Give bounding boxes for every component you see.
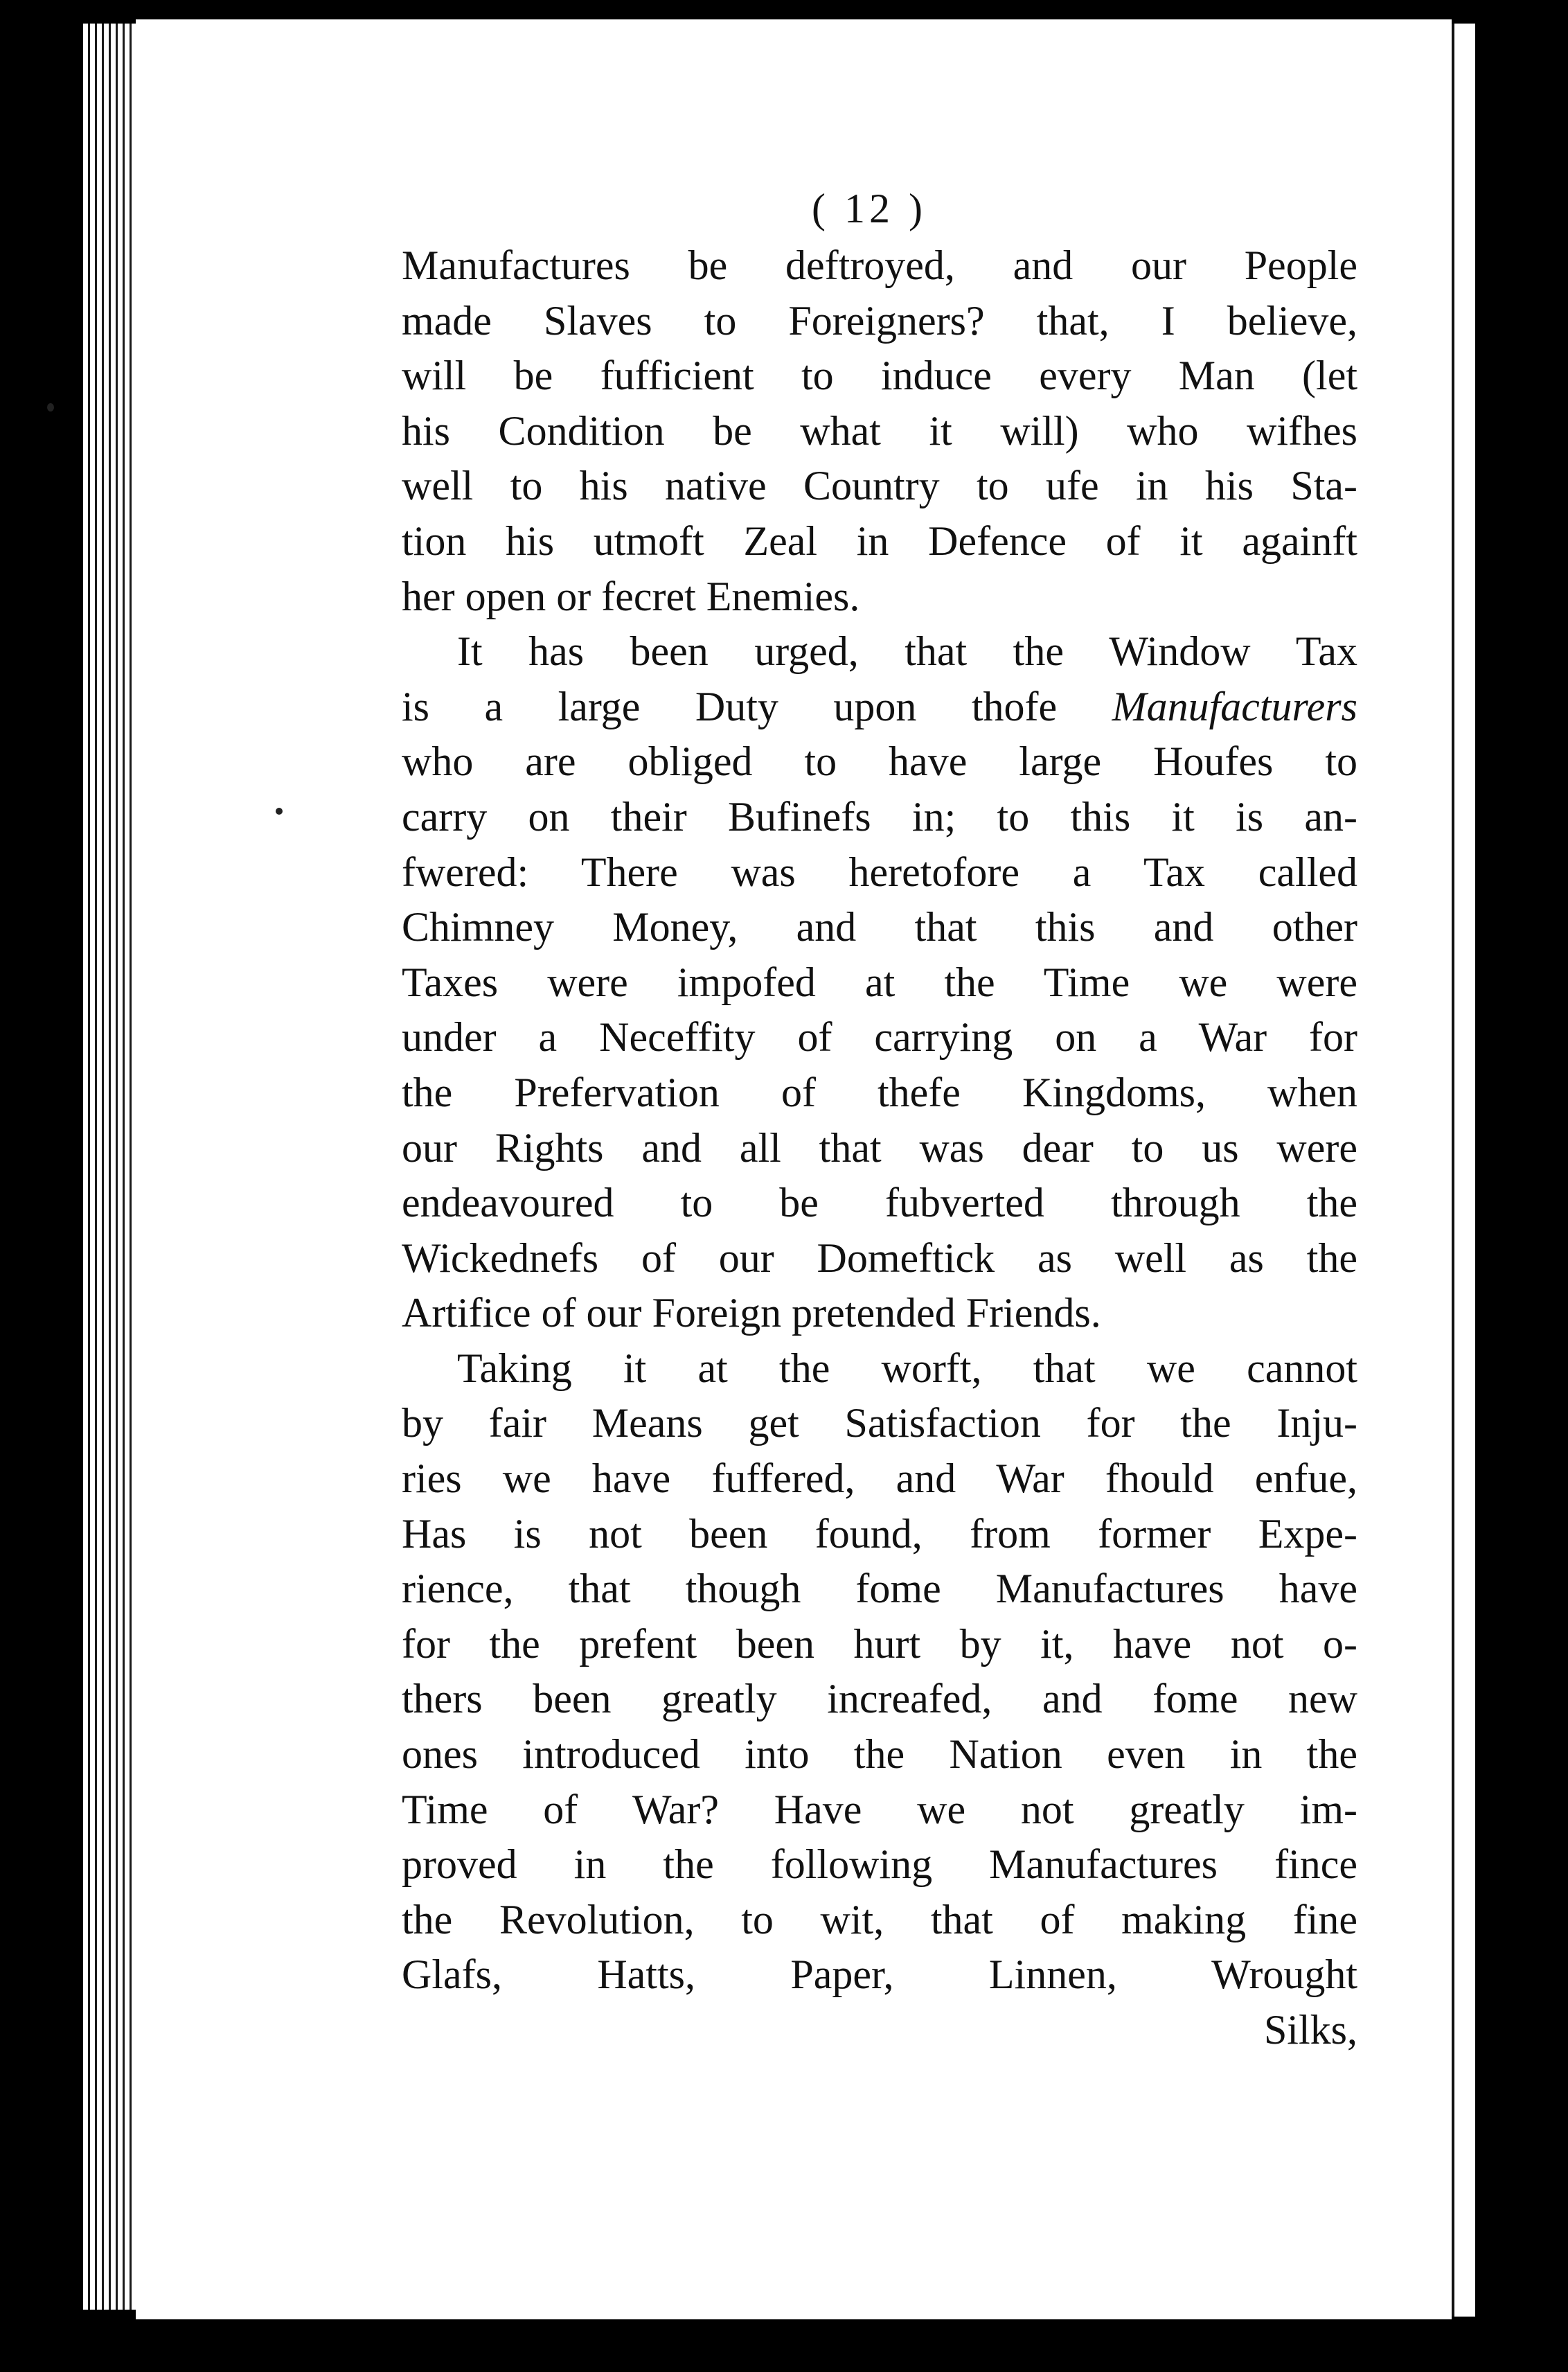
italic-word: Manufacturers	[1112, 683, 1357, 729]
page-text	[402, 182, 1357, 2058]
text-line: It has been urged, that the Window Tax	[457, 628, 1357, 675]
text-line: who are obliged to have large Houfes to	[402, 738, 1357, 785]
ink-speck	[47, 403, 54, 411]
text-line: Has is not been found, from former Expe-	[402, 1510, 1357, 1557]
text-line: fwered: There was heretofore a Tax called	[402, 849, 1357, 895]
paragraph-1	[402, 238, 1357, 624]
text-line: well to his native Country to ufe in his Sta-	[402, 463, 1357, 509]
paragraph-3	[402, 1341, 1357, 2003]
scan-border-right	[1475, 0, 1568, 2372]
page-number: ( 12 )	[812, 186, 927, 231]
text-line: Time of War? Have we not greatly im-	[402, 1786, 1357, 1832]
text-line: the Prefervation of thefe Kingdoms, when	[402, 1069, 1357, 1115]
text-line: the Revolution, to wit, that of making fine	[402, 1896, 1357, 1942]
text-line: Taking it at the worft, that we cannot	[457, 1345, 1357, 1391]
text-line: her open or fecret Enemies.	[402, 573, 860, 619]
text-line: carry on their Bufinefs in; to this it is an-	[402, 793, 1357, 840]
text-line: for the prefent been hurt by it, have not o-	[402, 1620, 1357, 1667]
text-line: by fair Means get Satisfaction for the Inju-	[402, 1400, 1357, 1446]
text-line: Manufactures be deftroyed, and our People	[402, 242, 1357, 288]
text-line: his Condition be what it will) who wifhes	[402, 407, 1357, 454]
catchword: Silks,	[1263, 2007, 1357, 2053]
ink-speck	[276, 808, 283, 815]
facing-page-edge	[1452, 24, 1478, 2317]
text-line: thers been greatly increafed, and fome new	[402, 1676, 1357, 1722]
text-run: is a large Duty upon thofe	[402, 683, 1112, 729]
text-line: tion his utmoft Zeal in Defence of it againft	[402, 517, 1357, 564]
text-line: proved in the following Manufactures fince	[402, 1841, 1357, 1888]
text-line: made Slaves to Foreigners? that, I believe,	[402, 297, 1357, 344]
text-line: Glafs, Hatts, Paper, Linnen, Wrought	[402, 1951, 1357, 1998]
text-line: will be fufficient to induce every Man (let	[402, 353, 1357, 399]
text-line: our Rights and all that was dear to us were	[402, 1124, 1357, 1171]
text-line: under a Neceffity of carrying on a War for	[402, 1014, 1357, 1061]
text-line: Chimney Money, and that this and other	[402, 904, 1357, 950]
text-line: ones introduced into the Nation even in the	[402, 1731, 1357, 1778]
text-line: Taxes were impofed at the Time we were	[402, 959, 1357, 1005]
text-line: endeavoured to be fubverted through the	[402, 1180, 1357, 1226]
text-line: ries we have fuffered, and War fhould enfue,	[402, 1455, 1357, 1502]
text-line: Wickednefs of our Domeftick as well as the	[402, 1234, 1357, 1281]
text-line: Artifice of our Foreign pretended Friends.	[402, 1290, 1101, 1336]
paragraph-2	[402, 624, 1357, 1341]
text-line	[402, 680, 1357, 735]
page-edges	[83, 24, 139, 2310]
text-line: rience, that though fome Manufactures have	[402, 1566, 1357, 1612]
